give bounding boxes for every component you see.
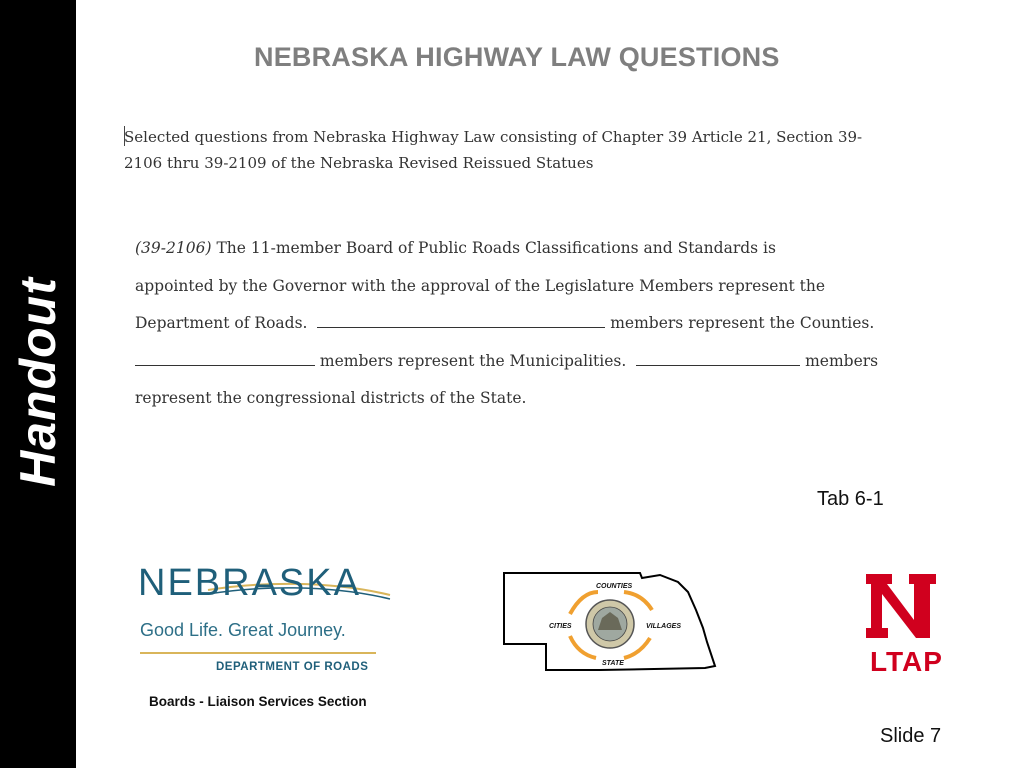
ndor-wordmark: NEBRASKA [138,562,361,604]
slide-number: Slide 7 [880,725,942,747]
map-label-cities: CITIES [549,623,572,630]
statute-reference: (39-2106) [135,239,212,257]
question-text: members represent the Counties. [605,314,875,332]
answer-blank-counties [317,313,605,328]
page-title: NEBRASKA HIGHWAY LAW QUESTIONS [254,42,780,72]
footer-caption: Boards - Liaison Services Section [149,694,367,709]
answer-blank-municipalities [135,351,315,366]
nebraska-map-icon [500,570,720,678]
question-line: appointed by the Governor with the approval of the Legislature Members represent the [135,276,825,295]
divider [140,652,376,654]
question-line [135,305,965,343]
question-line [135,230,965,268]
intro-line: 2106 thru 39-2109 of the Nebraska Revised Reissued Statues [124,154,594,172]
intro-text [124,124,924,176]
sidebar-label: Handout [10,277,66,487]
question-line: represent the congressional districts of the State. [135,389,527,407]
intro-line: Selected questions from Nebraska Highway Law consisting of Chapter 39 Article 21, Section 39- [124,128,863,146]
answer-blank-congressional [636,351,800,366]
block-n-icon [860,568,942,646]
ndor-department: DEPARTMENT OF ROADS [216,661,369,673]
map-label-villages: VILLAGES [646,623,682,630]
sidebar [0,0,76,768]
question-text: The 11-member Board of Public Roads Classifications and Standards is [211,239,776,257]
tab-label: Tab 6-1 [817,488,884,510]
ndor-tagline: Good Life. Great Journey. [140,620,346,640]
map-label-state: STATE [602,660,624,667]
question-block [135,230,965,418]
map-label-counties: COUNTIES [596,583,633,590]
ndor-logo [138,562,394,682]
ltap-text: LTAP [870,646,943,677]
question-text: members represent the Municipalities. [315,351,627,370]
question-text: Department of Roads. [135,314,308,332]
question-text: members [800,351,879,370]
question-line [135,343,965,381]
ltap-logo [860,568,942,683]
